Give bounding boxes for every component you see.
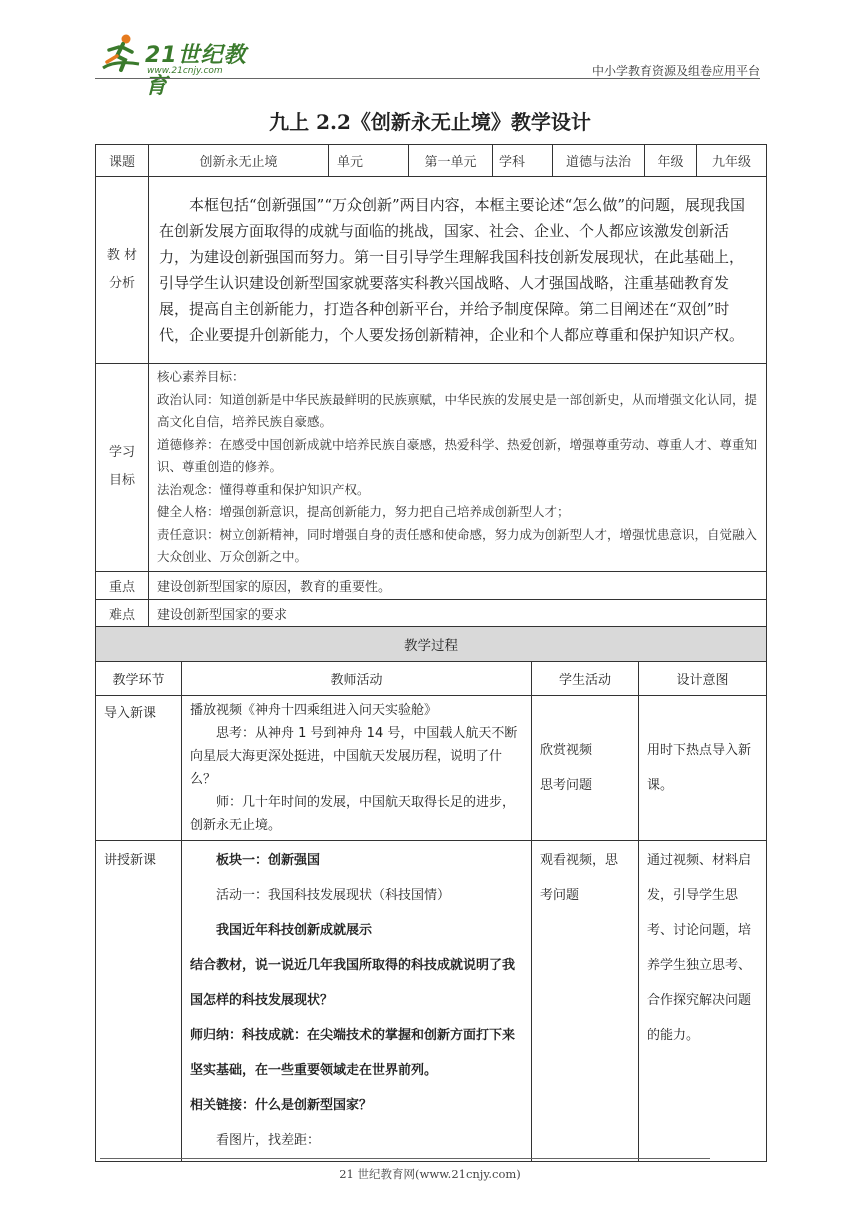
- grade-label: 年级: [645, 145, 697, 177]
- header-divider: [95, 78, 760, 79]
- goals-label: [96, 364, 149, 572]
- key-point-label: 重点: [96, 571, 149, 599]
- goal-line: 政治认同：知道创新是中华民族最鲜明的民族禀赋，中华民族的发展史是一部创新史，从而增强文化认同，提高文化自信，培养民族自豪感。: [157, 391, 758, 429]
- process-header-row: [96, 662, 767, 696]
- goals-cell: [149, 364, 767, 572]
- analysis-label-line-2: 分析: [108, 276, 135, 291]
- lecture-teacher: [182, 841, 532, 1162]
- logo: [95, 28, 265, 99]
- analysis-cell: [149, 177, 767, 364]
- lecture-teacher-line: 相关链接：什么是创新型国家？: [190, 1098, 373, 1113]
- course-value: 创新永无止境: [149, 145, 329, 177]
- lecture-teacher-line: 看图片，找差距：: [216, 1133, 321, 1148]
- page-title: 九上 2.2《创新永无止境》教学设计: [269, 110, 591, 134]
- process-title: 教学过程: [96, 627, 767, 662]
- analysis-label: [96, 177, 149, 364]
- goals-label-line-2: 目标: [108, 473, 135, 489]
- page-header: [95, 28, 760, 99]
- intro-intent: 用时下热点导入新课。: [639, 696, 767, 841]
- unit-value: 第一单元: [409, 145, 493, 177]
- header-stage: 教学环节: [96, 662, 182, 696]
- key-point-text: 建设创新型国家的原因，教育的重要性。: [149, 571, 767, 599]
- logo-name: 21世纪教育: [145, 43, 247, 99]
- intro-teacher: [182, 696, 532, 841]
- key-point-row: [96, 571, 767, 599]
- intro-teacher-line: 思考：从神舟 1 号到神舟 14 号，中国载人航天不断向星辰大海更深处挺进，中国航天发展历程，说明了什么？: [190, 726, 518, 787]
- goal-line: 健全人格：增强创新意识，提高创新能力，努力把自己培养成创新型人才；: [157, 504, 570, 519]
- lecture-teacher-line: 板块一：创新强国: [216, 853, 321, 868]
- teaching-process-table: [95, 626, 767, 1162]
- goal-line: 核心素养目标：: [157, 369, 245, 384]
- lecture-stage: 讲授新课: [96, 841, 182, 1162]
- footer-text: 21 世纪教育网(www.21cnjy.com): [339, 1167, 521, 1181]
- unit-label: 单元: [329, 145, 409, 177]
- goal-line: 责任意识：树立创新精神，同时增强自身的责任感和使命感，努力成为创新型人才，增强忧患意识，自觉融入大众创业、万众创新之中。: [157, 526, 758, 564]
- info-row: [96, 145, 767, 177]
- course-label: 课题: [96, 145, 149, 177]
- lecture-intent: 通过视频、材料启发，引导学生思考、讨论问题，培养学生独立思考、合作探究解决问题的能力。: [639, 841, 767, 1162]
- intro-student: [532, 696, 639, 841]
- lecture-teacher-line: 结合教材，说一说近几年我国所取得的科技成就说明了我国怎样的科技发展现状？: [190, 958, 516, 1008]
- lecture-teacher-line: 师归纳：科技成就：在尖端技术的掌握和创新方面打下来坚实基础，在一些重要领域走在世界前列。: [190, 1028, 516, 1078]
- intro-teacher-line: 师：几十年时间的发展，中国航天取得长足的进步，创新永无止境。: [190, 795, 516, 833]
- footer-divider: [100, 1158, 710, 1159]
- header-student: 学生活动: [532, 662, 639, 696]
- header-intent: 设计意图: [639, 662, 767, 696]
- intro-student-line: 思考问题: [540, 778, 593, 793]
- analysis-row: [96, 177, 767, 364]
- subject-value: 道德与法治: [553, 145, 645, 177]
- header-teacher: 教师活动: [182, 662, 532, 696]
- runner-logo-icon: [95, 30, 145, 80]
- lecture-row: [96, 841, 767, 1162]
- goal-line: 法治观念：懂得尊重和保护知识产权。: [157, 481, 370, 497]
- process-title-row: [96, 627, 767, 662]
- goals-label-line-1: 学习: [108, 445, 135, 461]
- intro-teacher-line: 播放视频《神舟十四乘组进入问天实验舱》: [190, 703, 438, 718]
- analysis-text: 本框包括“创新强国”“万众创新”两目内容，本框主要论述“怎么做”的问题，展现我国在创新发展方面取得的成就与面临的挑战，国家、社会、企业、个人都应该激发创新活力，为建设创新强国而努力。第一目引导学生理解我国科技创新发展现状，在此基础上，引导学生认识建设创新型国家就要落实科教兴国战略、人才强国战略，注重基础教育发展，提高自主创新能力，打造各种创新平台，并给予制度保障。第二目阐述在“双创”时代，企业要提升创新能力，个人要发扬创新精神，企业和个人都应尊重和保护知识产权。: [159, 196, 746, 344]
- lecture-student: 观看视频，思考问题: [532, 841, 639, 1162]
- difficulty-label: 难点: [96, 599, 149, 628]
- grade-value: 九年级: [697, 145, 767, 177]
- analysis-label-line-1: 教 材: [106, 248, 138, 263]
- goals-row: [96, 364, 767, 572]
- lecture-teacher-line: 活动一：我国科技发展现状（科技国情）: [216, 888, 451, 903]
- intro-row: [96, 696, 767, 841]
- lesson-info-table: [95, 144, 767, 629]
- difficulty-row: [96, 599, 767, 628]
- intro-stage: 导入新课: [96, 696, 182, 841]
- platform-name: 中小学教育资源及组卷应用平台: [591, 64, 760, 78]
- logo-url: www.21cnjy.com: [147, 66, 223, 76]
- intro-student-line: 欣赏视频: [540, 743, 593, 758]
- goal-line: 道德修养：在感受中国创新成就中培养民族自豪感，热爱科学、热爱创新，增强尊重劳动、尊重人才、尊重知识、尊重创造的修养。: [157, 436, 758, 474]
- subject-label: 学科: [493, 145, 553, 177]
- difficulty-text: 建设创新型国家的要求: [149, 599, 767, 628]
- lecture-teacher-line: 我国近年科技创新成就展示: [216, 923, 373, 938]
